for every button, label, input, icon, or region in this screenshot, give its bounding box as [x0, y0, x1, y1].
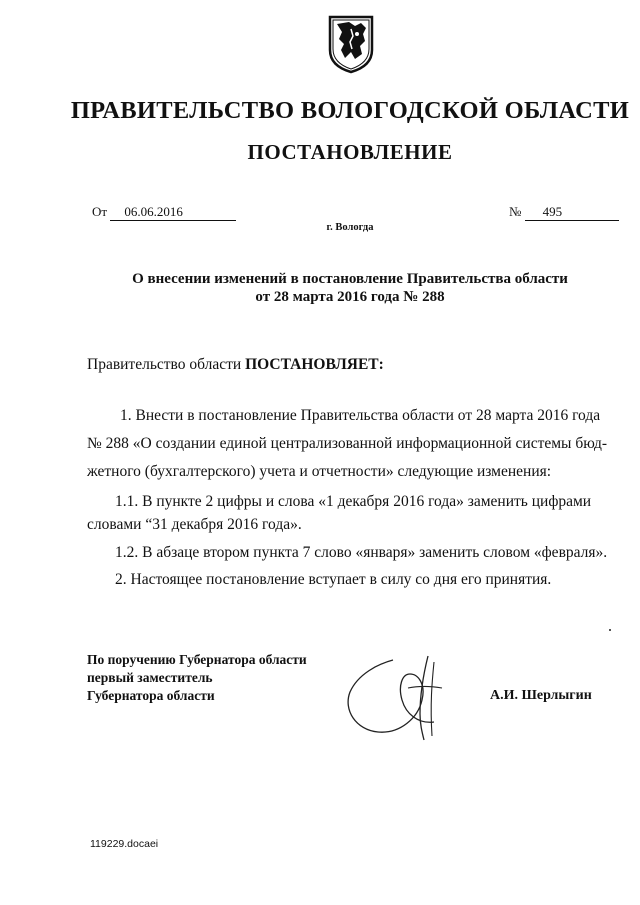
- number-label: №: [509, 204, 522, 219]
- signature-line-1: По поручению Губернатора области: [87, 652, 307, 667]
- date-row: [92, 204, 236, 221]
- government-name: ПРАВИТЕЛЬСТВО ВОЛОГОДСКОЙ ОБЛАСТИ: [70, 97, 630, 124]
- signer-name: А.И. Шерлыгин: [490, 688, 592, 703]
- paragraph-1-line-3: жетного (бухгалтерского) учета и отчетности» следующие изменения:: [87, 463, 552, 480]
- number-row: [509, 204, 619, 221]
- paragraph-1-1-line-1: 1.1. В пункте 2 цифры и слова «1 декабря 2016 года» заменить цифрами: [115, 493, 592, 510]
- scan-mark: [609, 629, 611, 631]
- document-type: ПОСТАНОВЛЕНИЕ: [247, 140, 453, 164]
- preamble-prefix: Правительство области: [87, 356, 246, 373]
- paragraph-1-1-line-2: словами “31 декабря 2016 года».: [87, 516, 302, 533]
- date-value: 06.06.2016: [110, 204, 236, 221]
- paragraph-2: 2. Настоящее постановление вступает в силу со дня его принятия.: [115, 571, 552, 588]
- paragraph-1-2: 1.2. В абзаце втором пункта 7 слово «января» заменить словом «февраля».: [115, 544, 608, 561]
- number-value: 495: [525, 204, 619, 221]
- coat-of-arms-icon: [327, 14, 375, 74]
- handwritten-signature-icon: [338, 652, 468, 742]
- preamble: [87, 356, 384, 374]
- preamble-emphasis: ПОСТАНОВЛЯЕТ:: [245, 356, 384, 373]
- paragraph-1-line-2: № 288 «О создании единой централизованной информационной системы бюд-: [87, 435, 608, 452]
- date-label: От: [92, 204, 108, 219]
- subject-line-1: О внесении изменений в постановление Правительства области: [132, 271, 568, 287]
- subject-line-2: от 28 марта 2016 года № 288: [255, 289, 445, 305]
- paragraph-1-line-1: 1. Внести в постановление Правительства области от 28 марта 2016 года: [120, 407, 601, 424]
- signature-line-2: первый заместитель: [87, 670, 213, 685]
- signature-line-3: Губернатора области: [87, 688, 215, 703]
- city-label: г. Вологда: [326, 222, 374, 233]
- file-name: 119229.docaei: [90, 838, 159, 850]
